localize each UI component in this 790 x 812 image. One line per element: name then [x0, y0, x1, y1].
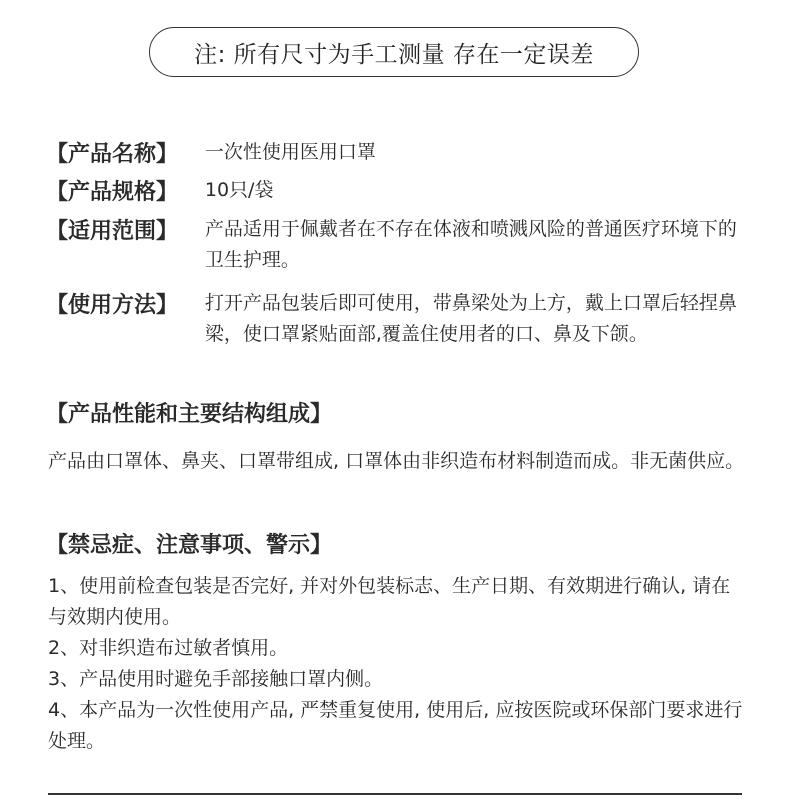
- warnings-heading: 【禁忌症、注意事项、警示】: [46, 533, 333, 558]
- spec-value: 10只/袋: [204, 179, 274, 201]
- warning-item: 3、产品使用时避免手部接触口罩内侧。: [48, 668, 384, 690]
- spec-row-product-name: [46, 137, 746, 168]
- spec-row-scope: [46, 214, 746, 276]
- warning-item: 1、使用前检查包装是否完好, 并对外包装标志、生产日期、有效期进行确认, 请在与效期内使用。: [48, 575, 731, 628]
- warnings-list: [48, 571, 748, 757]
- warning-item: 4、本产品为一次性使用产品, 严禁重复使用, 使用后, 应按医院或环保部门要求进行处理。: [48, 699, 743, 752]
- spec-label: 【产品名称】: [46, 142, 179, 167]
- measurement-notice: [149, 27, 639, 77]
- notice-text: 注: 所有尺寸为手工测量 存在一定误差: [194, 41, 594, 68]
- warning-item: 2、对非织造布过敏者慎用。: [48, 637, 289, 659]
- spec-value: 一次性使用医用口罩: [204, 141, 376, 163]
- performance-text: 产品由口罩体、鼻夹、口罩带组成, 口罩体由非织造布材料制造而成。非无菌供应。: [48, 450, 745, 472]
- performance-heading: 【产品性能和主要结构组成】: [46, 402, 333, 427]
- bottom-divider: [48, 793, 742, 795]
- spec-value: 产品适用于佩戴者在不存在体液和喷溅风险的普通医疗环境下的卫生护理。: [204, 218, 737, 271]
- spec-label: 【使用方法】: [46, 293, 179, 318]
- spec-row-product-size: [46, 175, 746, 206]
- spec-label: 【适用范围】: [46, 219, 179, 244]
- spec-row-usage: [46, 288, 746, 350]
- spec-label: 【产品规格】: [46, 180, 179, 205]
- spec-value: 打开产品包装后即可使用，带鼻梁处为上方，戴上口罩后轻捏鼻梁，使口罩紧贴面部,覆盖住使用者的口、鼻及下颌。: [204, 292, 737, 345]
